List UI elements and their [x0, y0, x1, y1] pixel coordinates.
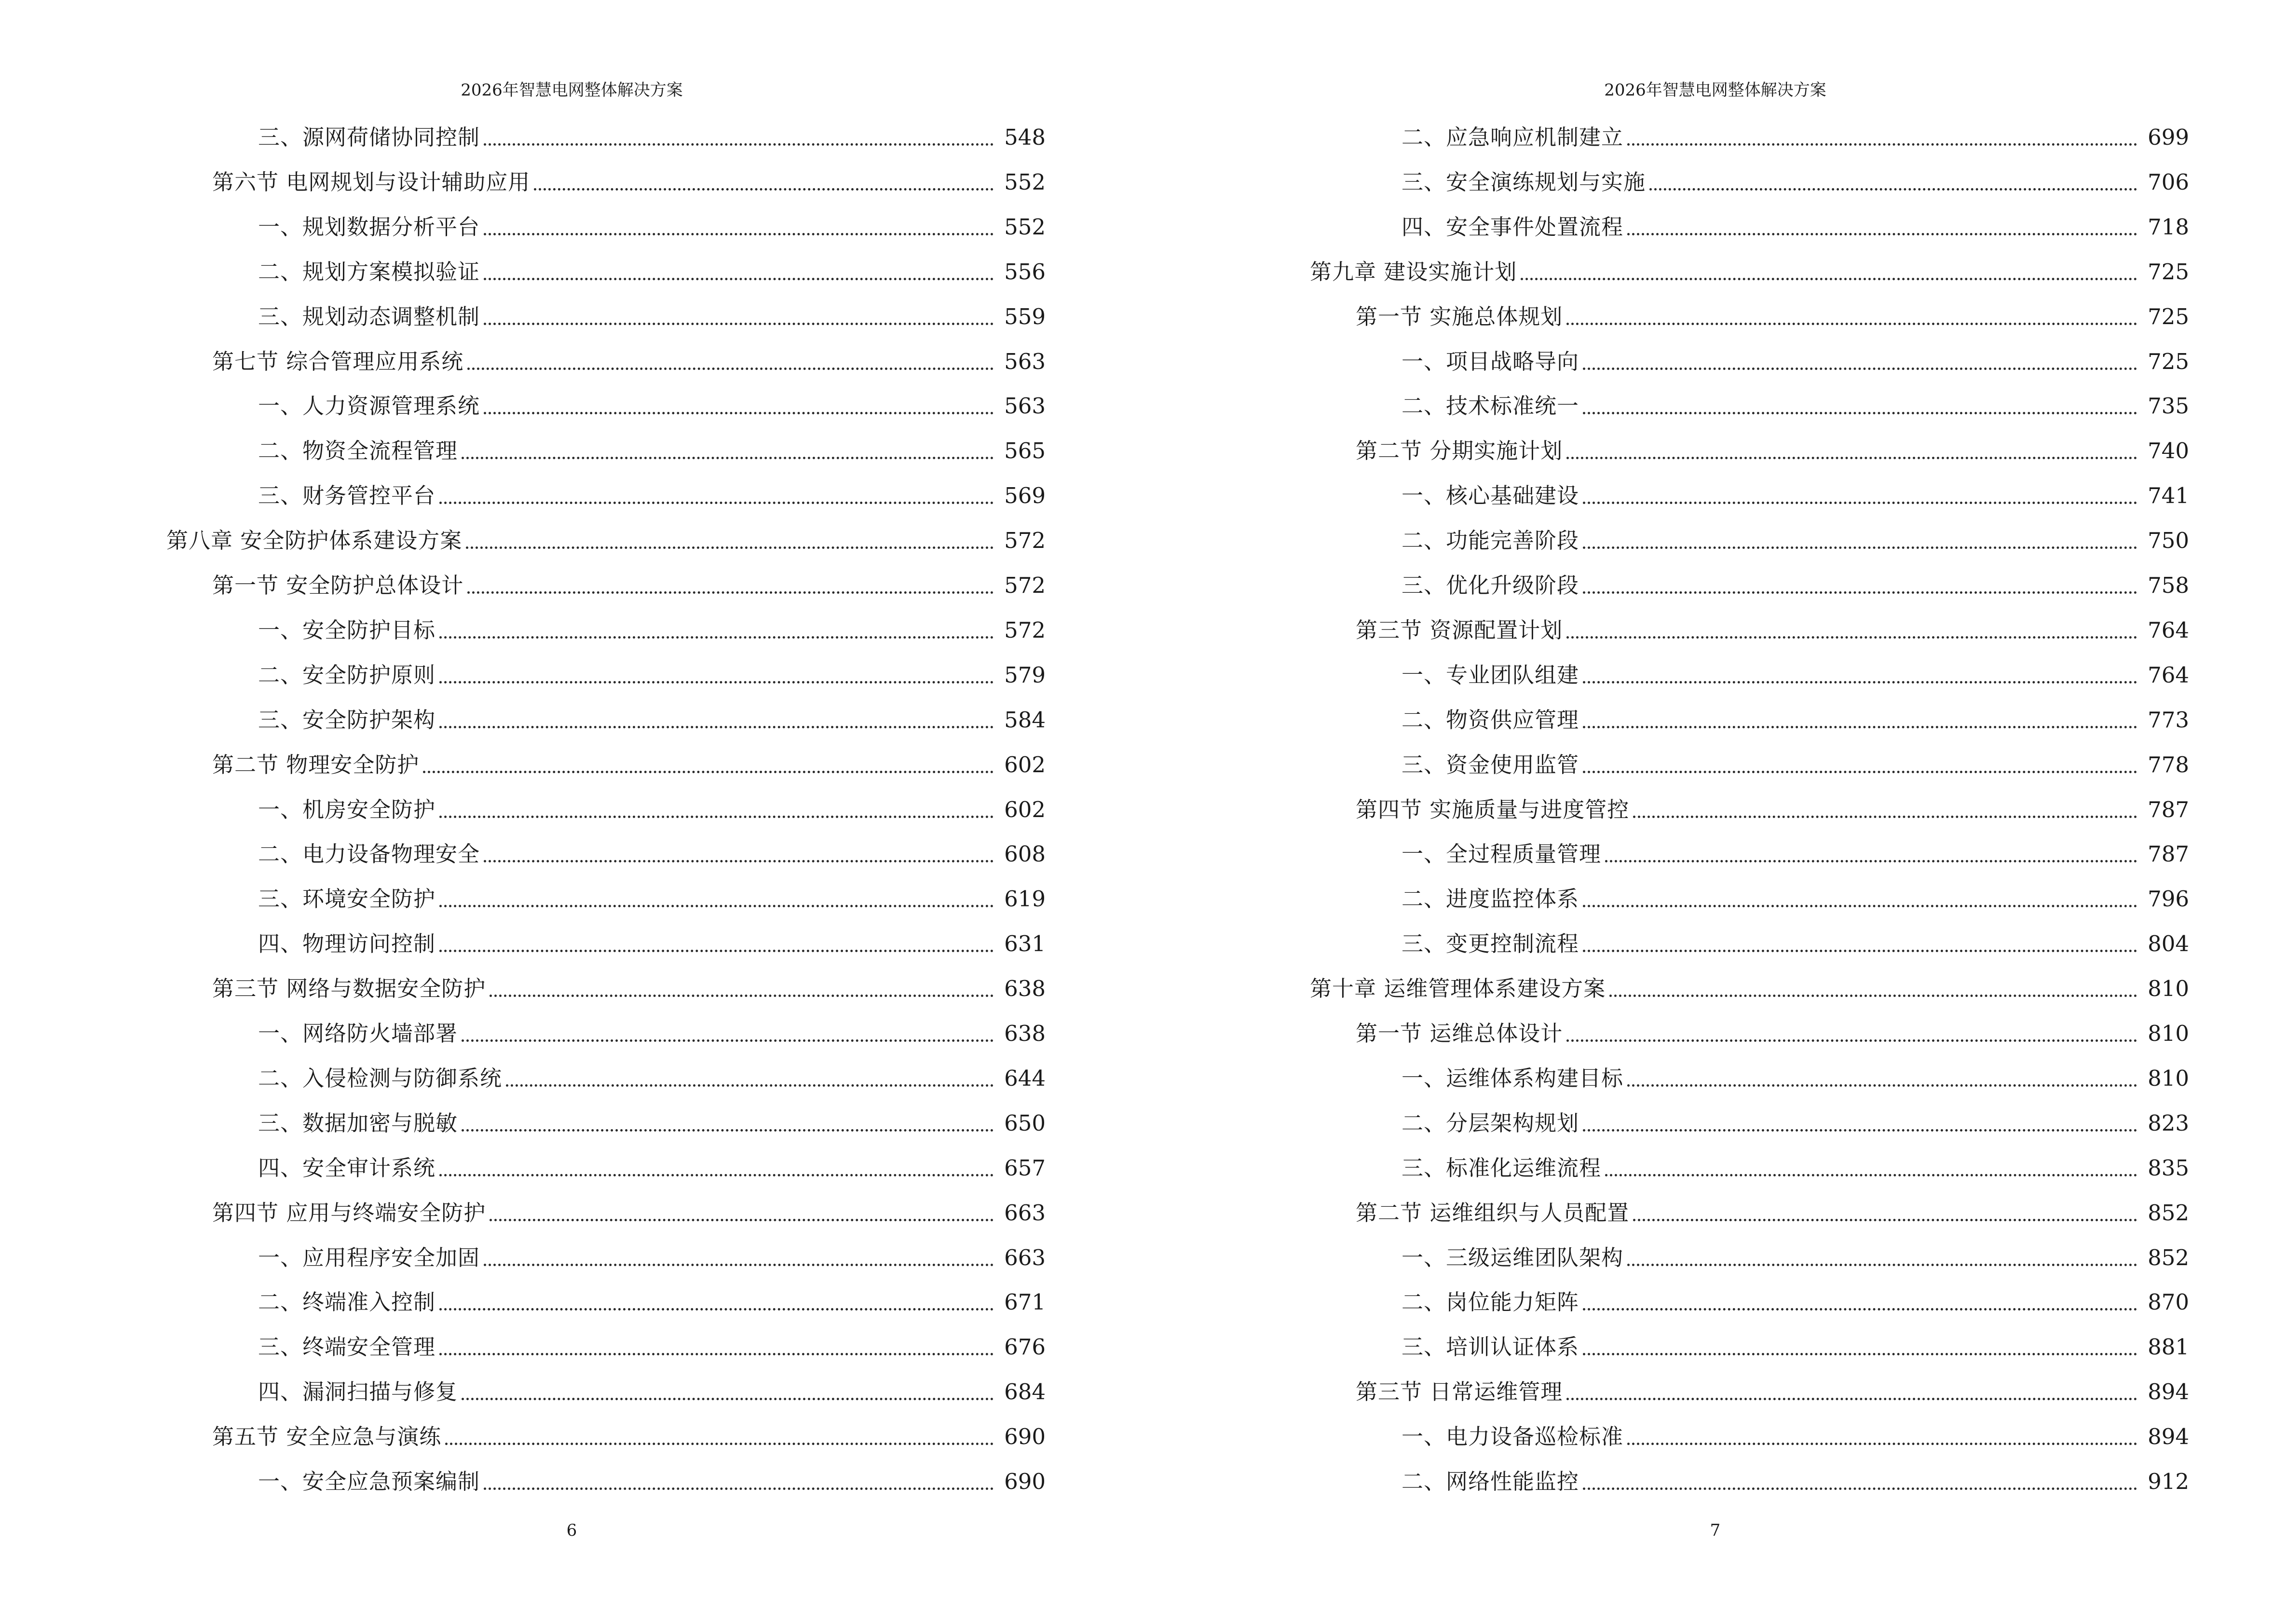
- toc-entry: [1310, 253, 2189, 287]
- toc-entry: [1356, 1373, 2189, 1406]
- toc-entry-title: 四、安全审计系统: [258, 1155, 436, 1181]
- toc-entry-title: 第一节 运维总体设计: [1356, 1021, 1563, 1046]
- toc-entry-title: 第一节 实施总体规划: [1356, 304, 1563, 329]
- dot-leader: [484, 1488, 994, 1490]
- toc-entry-page-number: 563: [1004, 393, 1046, 419]
- toc-entry: [258, 656, 1046, 690]
- toc-entry: [1356, 611, 2189, 645]
- toc-entry-title: 二、应急响应机制建立: [1402, 124, 1624, 150]
- toc-entry-page-number: 699: [2148, 124, 2189, 150]
- toc-entry-page-number: 725: [2148, 349, 2189, 374]
- toc-entry-page-number: 663: [1004, 1245, 1046, 1270]
- toc-entry: [1402, 521, 2189, 555]
- dot-leader: [1583, 502, 2137, 504]
- toc-entry-title: 第三节 网络与数据安全防护: [212, 976, 486, 1001]
- dot-leader: [1609, 995, 2137, 997]
- toc-entry-page-number: 725: [2148, 304, 2189, 329]
- toc-entry-title: 三、变更控制流程: [1402, 931, 1579, 956]
- toc-entry: [1402, 835, 2189, 869]
- toc-entry-page-number: 572: [1004, 528, 1046, 553]
- toc-entry-page-number: 852: [2148, 1200, 2189, 1226]
- toc-entry-title: 第六节 电网规划与设计辅助应用: [212, 169, 531, 195]
- toc-entry: [1356, 791, 2189, 824]
- toc-entry: [212, 342, 1046, 376]
- toc-entry: [1402, 1283, 2189, 1317]
- toc-entry-page-number: 718: [2148, 214, 2189, 240]
- dot-leader: [1566, 323, 2137, 325]
- dot-leader: [1583, 1488, 2137, 1490]
- toc-entry-page-number: 740: [2148, 438, 2189, 464]
- toc-entry-title: 一、人力资源管理系统: [258, 393, 480, 419]
- toc-entry-page-number: 563: [1004, 349, 1046, 374]
- toc-list: [1144, 0, 2287, 1624]
- toc-entry-page-number: 608: [1004, 841, 1046, 867]
- dot-leader: [439, 726, 994, 728]
- dot-leader: [439, 502, 994, 504]
- toc-entry-title: 第四节 应用与终端安全防护: [212, 1200, 486, 1226]
- dot-leader: [1583, 726, 2137, 728]
- toc-page-right: [1144, 0, 2287, 1624]
- dot-leader: [1627, 1443, 2137, 1445]
- toc-entry-page-number: 565: [1004, 438, 1046, 464]
- toc-entry: [1402, 701, 2189, 735]
- toc-entry-title: 一、安全防护目标: [258, 617, 436, 643]
- toc-entry-page-number: 657: [1004, 1155, 1046, 1181]
- dot-leader: [1583, 905, 2137, 907]
- toc-entry: [258, 208, 1046, 242]
- toc-entry: [1402, 1239, 2189, 1272]
- dot-leader: [466, 546, 994, 549]
- toc-entry-title: 三、数据加密与脱敏: [258, 1110, 458, 1136]
- toc-entry: [258, 791, 1046, 824]
- toc-entry-page-number: 735: [2148, 393, 2189, 419]
- dot-leader: [462, 1039, 994, 1042]
- toc-entry: [1402, 342, 2189, 376]
- toc-entry-title: 一、专业团队组建: [1402, 662, 1579, 688]
- toc-entry: [258, 1239, 1046, 1272]
- toc-entry: [1402, 163, 2189, 197]
- dot-leader: [1583, 591, 2137, 594]
- toc-entry-title: 四、安全事件处置流程: [1402, 214, 1624, 240]
- toc-entry-title: 二、进度监控体系: [1402, 886, 1579, 912]
- toc-entry-title: 一、规划数据分析平台: [258, 214, 480, 240]
- dot-leader: [1583, 1129, 2137, 1132]
- dot-leader: [1627, 143, 2137, 146]
- toc-entry-page-number: 796: [2148, 886, 2189, 912]
- toc-entry-page-number: 572: [1004, 573, 1046, 598]
- toc-entry-page-number: 894: [2148, 1379, 2189, 1405]
- toc-entry-title: 第七节 综合管理应用系统: [212, 349, 464, 374]
- toc-entry: [258, 432, 1046, 465]
- dot-leader: [1633, 816, 2137, 818]
- dot-leader: [1583, 412, 2137, 414]
- toc-entry-title: 第三节 资源配置计划: [1356, 617, 1563, 643]
- dot-leader: [1633, 1219, 2137, 1221]
- toc-entry-title: 三、安全演练规划与实施: [1402, 169, 1646, 195]
- toc-entry-title: 一、机房安全防护: [258, 797, 436, 822]
- dot-leader: [1627, 1264, 2137, 1266]
- dot-leader: [439, 950, 994, 952]
- dot-leader: [1627, 1084, 2137, 1087]
- toc-entry-page-number: 758: [2148, 573, 2189, 598]
- toc-entry-title: 第五节 安全应急与演练: [212, 1424, 442, 1449]
- toc-entry-title: 第二节 物理安全防护: [212, 752, 420, 778]
- toc-entry: [1402, 1462, 2189, 1496]
- toc-entry-page-number: 764: [2148, 662, 2189, 688]
- toc-entry-title: 二、岗位能力矩阵: [1402, 1289, 1579, 1315]
- toc-entry-title: 二、物资全流程管理: [258, 438, 458, 464]
- toc-entry: [1402, 1059, 2189, 1093]
- dot-leader: [439, 816, 994, 818]
- toc-entry: [1402, 477, 2189, 510]
- toc-entry: [1402, 118, 2189, 152]
- dot-leader: [462, 1398, 994, 1400]
- dot-leader: [439, 636, 994, 639]
- toc-entry-title: 一、核心基础建设: [1402, 483, 1579, 508]
- dot-leader: [484, 233, 994, 235]
- toc-entry-page-number: 644: [1004, 1065, 1046, 1091]
- page-header: 2026年智慧电网整体解决方案: [461, 81, 683, 100]
- toc-entry-page-number: 750: [2148, 528, 2189, 553]
- toc-entry-title: 三、财务管控平台: [258, 483, 436, 508]
- toc-entry-page-number: 548: [1004, 124, 1046, 150]
- toc-entry: [258, 118, 1046, 152]
- toc-entry-page-number: 638: [1004, 1021, 1046, 1046]
- toc-entry-title: 二、功能完善阶段: [1402, 528, 1579, 553]
- toc-entry: [212, 746, 1046, 779]
- toc-entry-title: 一、应用程序安全加固: [258, 1245, 480, 1270]
- toc-entry: [258, 1373, 1046, 1406]
- toc-entry-title: 二、物资供应管理: [1402, 707, 1579, 733]
- toc-entry-title: 三、资金使用监管: [1402, 752, 1579, 778]
- toc-entry-title: 一、电力设备巡检标准: [1402, 1424, 1624, 1449]
- toc-entry-page-number: 602: [1004, 752, 1046, 778]
- toc-entry-title: 二、安全防护原则: [258, 662, 436, 688]
- toc-entry: [258, 880, 1046, 914]
- dot-leader: [439, 1308, 994, 1310]
- toc-entry-page-number: 810: [2148, 1065, 2189, 1091]
- toc-entry-page-number: 559: [1004, 304, 1046, 329]
- toc-entry: [258, 298, 1046, 331]
- toc-entry: [258, 387, 1046, 421]
- toc-entry-page-number: 690: [1004, 1424, 1046, 1449]
- toc-entry-title: 三、环境安全防护: [258, 886, 436, 912]
- toc-entry: [1402, 1328, 2189, 1362]
- dot-leader: [506, 1084, 994, 1087]
- page-number: 7: [1710, 1521, 1721, 1540]
- toc-entry-page-number: 706: [2148, 169, 2189, 195]
- toc-entry-title: 三、安全防护架构: [258, 707, 436, 733]
- toc-entry: [258, 1149, 1046, 1183]
- toc-entry-page-number: 852: [2148, 1245, 2189, 1270]
- page-number: 6: [566, 1521, 577, 1540]
- dot-leader: [484, 412, 994, 414]
- dot-leader: [423, 771, 994, 773]
- toc-entry: [258, 611, 1046, 645]
- dot-leader: [1605, 860, 2137, 862]
- toc-entry-title: 一、项目战略导向: [1402, 349, 1579, 374]
- toc-entry: [1356, 432, 2189, 465]
- dot-leader: [1649, 188, 2137, 191]
- dot-leader: [439, 1174, 994, 1176]
- toc-entry: [1402, 925, 2189, 958]
- dot-leader: [484, 1264, 994, 1266]
- toc-entry-page-number: 650: [1004, 1110, 1046, 1136]
- dot-leader: [467, 591, 994, 594]
- toc-entry: [258, 1104, 1046, 1138]
- toc-entry-title: 三、培训认证体系: [1402, 1334, 1579, 1360]
- toc-entry-title: 二、规划方案模拟验证: [258, 259, 480, 285]
- toc-entry: [1402, 208, 2189, 242]
- toc-entry-page-number: 619: [1004, 886, 1046, 912]
- dot-leader: [467, 368, 994, 370]
- toc-entry-page-number: 631: [1004, 931, 1046, 956]
- dot-leader: [1583, 1353, 2137, 1355]
- toc-entry: [258, 253, 1046, 287]
- dot-leader: [1583, 1308, 2137, 1310]
- toc-entry-title: 三、源网荷储协同控制: [258, 124, 480, 150]
- toc-entry-title: 二、电力设备物理安全: [258, 841, 480, 867]
- toc-entry-page-number: 912: [2148, 1469, 2189, 1494]
- toc-entry-title: 四、漏洞扫描与修复: [258, 1379, 458, 1405]
- dot-leader: [439, 681, 994, 683]
- dot-leader: [1583, 681, 2137, 683]
- toc-entry-page-number: 787: [2148, 841, 2189, 867]
- toc-entry: [258, 835, 1046, 869]
- toc-entry: [1402, 1418, 2189, 1451]
- toc-entry: [1402, 656, 2189, 690]
- toc-entry-page-number: 552: [1004, 214, 1046, 240]
- toc-entry-title: 四、物理访问控制: [258, 931, 436, 956]
- toc-entry-page-number: 572: [1004, 617, 1046, 643]
- dot-leader: [462, 457, 994, 459]
- toc-entry-title: 第四节 实施质量与进度管控: [1356, 797, 1630, 822]
- toc-entry: [258, 477, 1046, 510]
- toc-entry-page-number: 602: [1004, 797, 1046, 822]
- toc-entry-title: 第二节 运维组织与人员配置: [1356, 1200, 1630, 1226]
- toc-entry-page-number: 810: [2148, 1021, 2189, 1046]
- toc-entry: [258, 701, 1046, 735]
- toc-entry-page-number: 870: [2148, 1289, 2189, 1315]
- dot-leader: [490, 995, 994, 997]
- toc-entry-title: 三、标准化运维流程: [1402, 1155, 1602, 1181]
- toc-entry-page-number: 671: [1004, 1289, 1046, 1315]
- toc-entry-title: 第八章 安全防护体系建设方案: [166, 528, 463, 553]
- toc-entry-title: 第一节 安全防护总体设计: [212, 573, 464, 598]
- dot-leader: [1521, 278, 2137, 280]
- toc-entry-page-number: 764: [2148, 617, 2189, 643]
- toc-entry-title: 第二节 分期实施计划: [1356, 438, 1563, 464]
- toc-entry-page-number: 835: [2148, 1155, 2189, 1181]
- dot-leader: [1583, 771, 2137, 773]
- toc-entry-title: 一、运维体系构建目标: [1402, 1065, 1624, 1091]
- toc-entry-page-number: 787: [2148, 797, 2189, 822]
- toc-entry: [1310, 969, 2189, 1003]
- toc-entry: [166, 521, 1046, 555]
- toc-entry-title: 第三节 日常运维管理: [1356, 1379, 1563, 1405]
- dot-leader: [484, 860, 994, 862]
- toc-entry-title: 一、网络防火墙部署: [258, 1021, 458, 1046]
- toc-entry: [258, 1462, 1046, 1496]
- toc-entry-title: 三、终端安全管理: [258, 1334, 436, 1360]
- toc-entry-title: 一、安全应急预案编制: [258, 1469, 480, 1494]
- toc-entry-page-number: 676: [1004, 1334, 1046, 1360]
- dot-leader: [490, 1219, 994, 1221]
- toc-entry-title: 一、全过程质量管理: [1402, 841, 1602, 867]
- dot-leader: [439, 905, 994, 907]
- toc-entry-title: 二、入侵检测与防御系统: [258, 1065, 503, 1091]
- toc-entry-page-number: 778: [2148, 752, 2189, 778]
- toc-entry-title: 第九章 建设实施计划: [1310, 259, 1517, 285]
- toc-entry: [212, 566, 1046, 600]
- toc-entry-page-number: 579: [1004, 662, 1046, 688]
- toc-entry-page-number: 823: [2148, 1110, 2189, 1136]
- dot-leader: [1583, 546, 2137, 549]
- toc-entry-page-number: 773: [2148, 707, 2189, 733]
- toc-entry-page-number: 663: [1004, 1200, 1046, 1226]
- toc-entry: [258, 1283, 1046, 1317]
- dot-leader: [439, 1353, 994, 1355]
- toc-entry: [1356, 1014, 2189, 1048]
- dot-leader: [1583, 950, 2137, 952]
- dot-leader: [1566, 457, 2137, 459]
- toc-entry-page-number: 741: [2148, 483, 2189, 508]
- toc-entry-title: 二、分层架构规划: [1402, 1110, 1579, 1136]
- dot-leader: [484, 143, 994, 146]
- dot-leader: [484, 323, 994, 325]
- toc-entry-title: 二、网络性能监控: [1402, 1469, 1579, 1494]
- dot-leader: [1605, 1174, 2137, 1176]
- toc-entry: [1402, 566, 2189, 600]
- dot-leader: [1627, 233, 2137, 235]
- page-header: 2026年智慧电网整体解决方案: [1604, 81, 1826, 100]
- toc-entry: [258, 1059, 1046, 1093]
- toc-entry: [1402, 746, 2189, 779]
- toc-entry-page-number: 894: [2148, 1424, 2189, 1449]
- dot-leader: [1566, 1039, 2137, 1042]
- dot-leader: [484, 278, 994, 280]
- toc-entry: [212, 1194, 1046, 1228]
- toc-entry: [212, 969, 1046, 1003]
- toc-entry-page-number: 638: [1004, 976, 1046, 1001]
- dot-leader: [1583, 368, 2137, 370]
- toc-entry: [212, 163, 1046, 197]
- toc-entry-page-number: 556: [1004, 259, 1046, 285]
- dot-leader: [1566, 1398, 2137, 1400]
- toc-entry: [212, 1418, 1046, 1451]
- toc-entry-title: 三、规划动态调整机制: [258, 304, 480, 329]
- toc-entry: [258, 1014, 1046, 1048]
- toc-entry-page-number: 810: [2148, 976, 2189, 1001]
- toc-entry-page-number: 881: [2148, 1334, 2189, 1360]
- toc-entry: [258, 1328, 1046, 1362]
- dot-leader: [462, 1129, 994, 1132]
- toc-entry-page-number: 725: [2148, 259, 2189, 285]
- toc-entry-page-number: 584: [1004, 707, 1046, 733]
- toc-entry: [1402, 387, 2189, 421]
- toc-entry-title: 二、技术标准统一: [1402, 393, 1579, 419]
- toc-entry-page-number: 569: [1004, 483, 1046, 508]
- toc-entry-page-number: 804: [2148, 931, 2189, 956]
- dot-leader: [534, 188, 994, 191]
- dot-leader: [445, 1443, 994, 1445]
- toc-entry-page-number: 552: [1004, 169, 1046, 195]
- toc-entry-title: 第十章 运维管理体系建设方案: [1310, 976, 1606, 1001]
- toc-entry: [1402, 1104, 2189, 1138]
- toc-entry-page-number: 684: [1004, 1379, 1046, 1405]
- toc-entry-title: 二、终端准入控制: [258, 1289, 436, 1315]
- toc-entry: [1402, 880, 2189, 914]
- toc-entry: [258, 925, 1046, 958]
- toc-entry-page-number: 690: [1004, 1469, 1046, 1494]
- toc-entry-title: 一、三级运维团队架构: [1402, 1245, 1624, 1270]
- toc-entry-title: 三、优化升级阶段: [1402, 573, 1579, 598]
- toc-entry: [1356, 298, 2189, 331]
- dot-leader: [1566, 636, 2137, 639]
- toc-entry: [1402, 1149, 2189, 1183]
- toc-entry: [1356, 1194, 2189, 1228]
